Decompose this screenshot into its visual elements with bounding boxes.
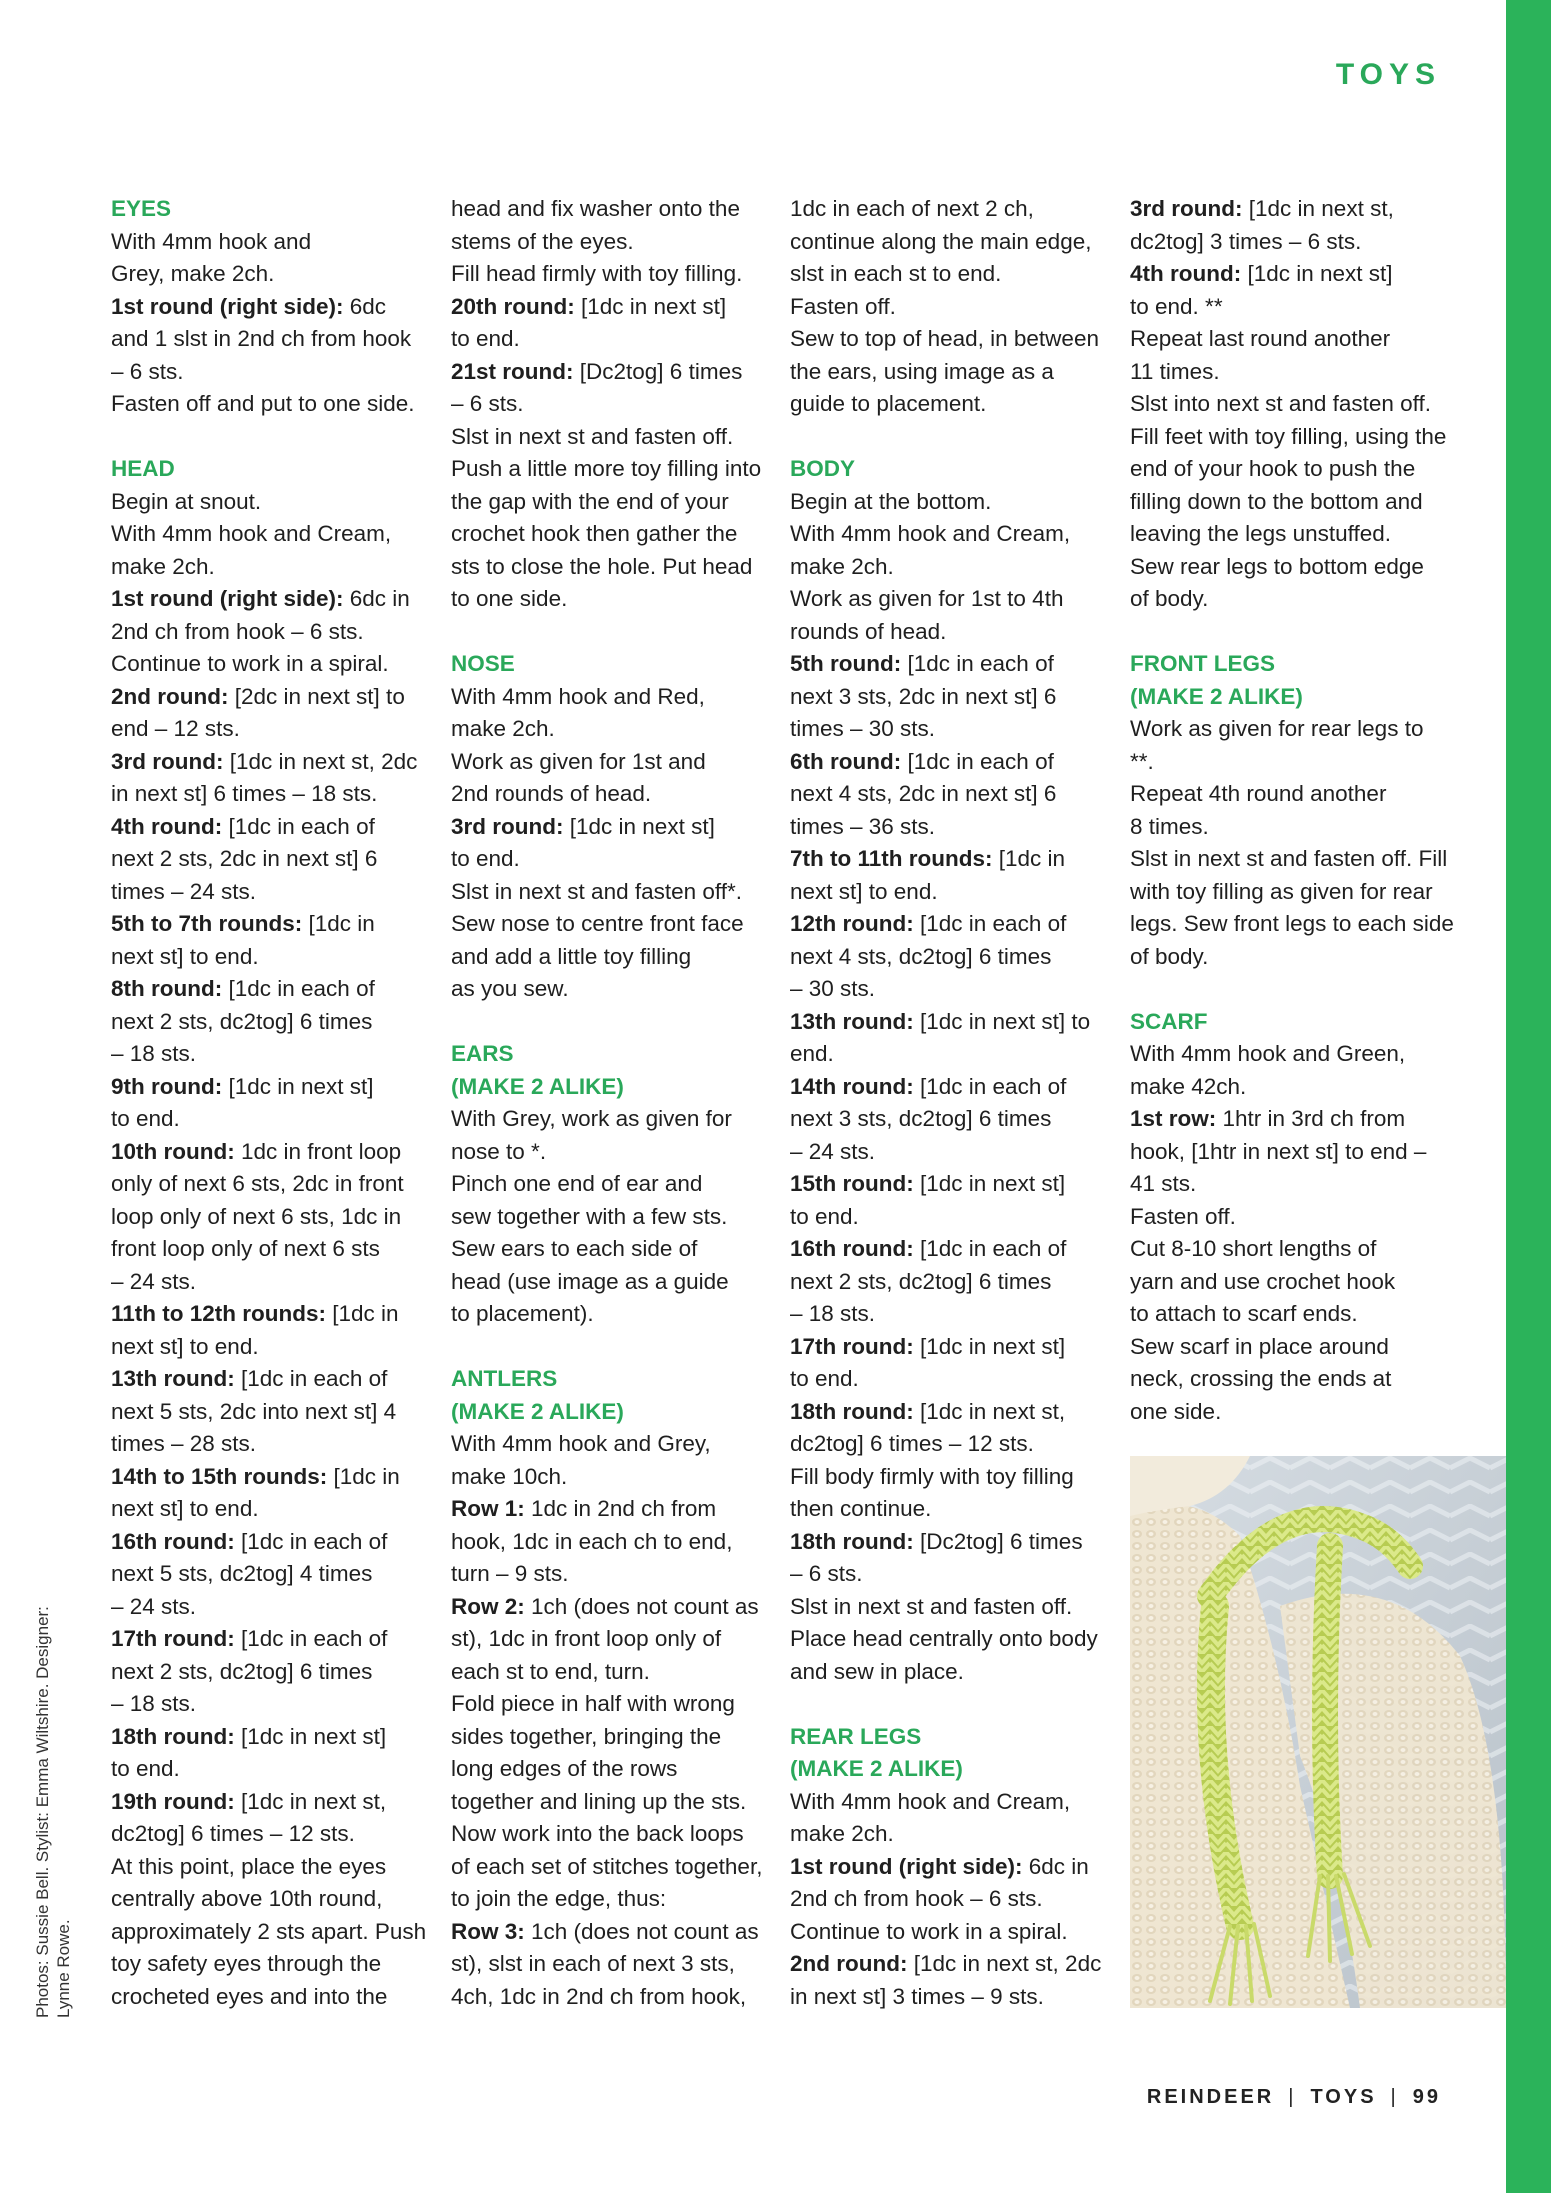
instruction-line xyxy=(111,1721,441,1754)
footer-pattern-name: REINDEER xyxy=(1146,2086,1275,2108)
instruction-line xyxy=(1130,258,1460,291)
text-line: – 6 sts. xyxy=(790,1561,863,1586)
text-line: of body. xyxy=(1130,586,1209,611)
instruction-line xyxy=(790,908,1120,941)
text-line: With 4mm hook and Cream, xyxy=(111,521,392,546)
text-line: next st] to end. xyxy=(111,1333,259,1359)
text-line: next 4 sts, 2dc in next st] 6 xyxy=(790,781,1057,806)
text-line: st), slst in each of next 3 sts, xyxy=(451,1951,735,1976)
text-line: in next st] 6 times – 18 sts. xyxy=(111,781,378,806)
text-line: next 2 sts, dc2tog] 6 times xyxy=(790,1268,1052,1294)
round-text: [1dc in next st] xyxy=(234,1723,387,1749)
text-line: **. xyxy=(1130,748,1154,774)
round-label: 14th round: xyxy=(790,1073,914,1099)
text-line: next 3 sts, 2dc in next st] 6 xyxy=(790,683,1057,709)
row-text: 1ch (does not count as xyxy=(524,1593,759,1619)
text-line: Continue to work in a spiral. xyxy=(111,651,389,676)
text-line: loop only of next 6 sts, 1dc in xyxy=(111,1203,402,1229)
text-line: With 4mm hook and Cream, xyxy=(790,521,1071,546)
round-text: 6dc in xyxy=(343,586,410,611)
text-line: and add a little toy filling xyxy=(451,943,692,969)
heading-rear-legs-sub: (MAKE 2 ALIKE) xyxy=(790,1756,963,1781)
heading-antlers: ANTLERS xyxy=(451,1366,558,1391)
text-line: make 2ch. xyxy=(790,1821,894,1846)
text-line: stems of the eyes. xyxy=(451,228,634,254)
round-text: [1dc in next st] xyxy=(913,1171,1066,1196)
heading-nose: NOSE xyxy=(451,651,515,676)
text-line: to end. xyxy=(790,1366,859,1391)
text-line: times – 30 sts. xyxy=(790,716,936,741)
instruction-line xyxy=(111,1526,441,1559)
text-line: legs. Sew front legs to each side xyxy=(1130,911,1454,936)
text-line: Fill head firmly with toy filling. xyxy=(451,261,743,286)
text-line: Sew rear legs to bottom edge xyxy=(1130,553,1424,579)
text-line: to end. xyxy=(451,846,520,871)
instruction-line xyxy=(111,811,441,844)
round-text: [1dc in each of xyxy=(913,1073,1067,1099)
round-text: [1dc in next st, xyxy=(913,1398,1066,1424)
text-line: crocheted eyes and into the xyxy=(111,1983,388,2009)
text-line: each st to end, turn. xyxy=(451,1658,650,1684)
instruction-line xyxy=(111,1071,441,1104)
instruction-line xyxy=(1130,193,1460,226)
text-line: With 4mm hook and Red, xyxy=(451,683,705,709)
instruction-line xyxy=(111,1363,441,1396)
text-line: Slst in next st and fasten off. Fill xyxy=(1130,846,1448,871)
instruction-line xyxy=(790,1006,1120,1039)
text-line: to end. xyxy=(111,1106,180,1131)
round-label: 4th round: xyxy=(111,813,223,839)
round-text: [Dc2tog] 6 times xyxy=(913,1528,1083,1554)
round-label: 18th round: xyxy=(790,1398,914,1424)
text-line: to one side. xyxy=(451,586,568,611)
text-line: as you sew. xyxy=(451,976,569,1001)
text-line: make 2ch. xyxy=(451,716,555,741)
text-line: Repeat 4th round another xyxy=(1130,781,1387,806)
round-text: [1dc in each of xyxy=(901,651,1054,676)
instruction-line xyxy=(790,1526,1120,1559)
text-line: – 24 sts. xyxy=(111,1268,197,1294)
round-label: 12th round: xyxy=(790,911,914,936)
round-label: 19th round: xyxy=(111,1788,235,1814)
round-text: 1dc in front loop xyxy=(234,1138,402,1164)
instruction-line xyxy=(111,1786,441,1819)
text-line: Sew ears to each side of xyxy=(451,1236,698,1261)
instruction-line xyxy=(790,1851,1120,1884)
instruction-line xyxy=(451,811,781,844)
round-label: 18th round: xyxy=(111,1723,235,1749)
text-line: then continue. xyxy=(790,1496,932,1521)
text-line: Fill body firmly with toy filling xyxy=(790,1463,1074,1489)
text-line: next st] to end. xyxy=(790,878,938,904)
round-label: 14th to 15th rounds: xyxy=(111,1463,328,1489)
instruction-line xyxy=(451,1591,781,1624)
text-line: next 5 sts, dc2tog] 4 times xyxy=(111,1561,373,1586)
instruction-line xyxy=(790,1948,1120,1981)
text-line: 4ch, 1dc in 2nd ch from hook, xyxy=(451,1983,747,2009)
heading-ears: EARS xyxy=(451,1041,514,1066)
round-label: 6th round: xyxy=(790,748,902,774)
instruction-line xyxy=(111,746,441,779)
round-label: 10th round: xyxy=(111,1138,235,1164)
text-line: next 2 sts, 2dc in next st] 6 xyxy=(111,846,378,871)
row-text: 1dc in 2nd ch from xyxy=(524,1496,717,1521)
instruction-line xyxy=(111,681,441,714)
text-line: make 2ch. xyxy=(111,553,215,579)
instruction-line xyxy=(790,746,1120,779)
text-line: Fasten off. xyxy=(790,293,896,319)
text-line: With Grey, work as given for xyxy=(451,1106,732,1131)
round-text: [1dc in each of xyxy=(234,1528,388,1554)
heading-body: BODY xyxy=(790,456,856,481)
text-line: next 2 sts, dc2tog] 6 times xyxy=(111,1008,373,1034)
round-label: 3rd round: xyxy=(1130,196,1243,221)
text-line: 41 sts. xyxy=(1130,1171,1197,1196)
text-line: filling down to the bottom and xyxy=(1130,488,1423,514)
text-line: make 42ch. xyxy=(1130,1073,1247,1099)
round-text: [1dc in next st, xyxy=(234,1788,387,1814)
text-line: next 3 sts, dc2tog] 6 times xyxy=(790,1106,1052,1131)
round-text: [1dc in each of xyxy=(222,976,375,1001)
text-line: next st] to end. xyxy=(111,1496,259,1521)
round-label: 11th to 12th rounds: xyxy=(111,1301,327,1326)
round-text: [1dc in next st, 2dc xyxy=(907,1951,1102,1976)
text-line: Slst in next st and fasten off*. xyxy=(451,878,743,904)
instruction-line xyxy=(451,291,781,324)
column-2 xyxy=(451,193,781,2013)
text-line: leaving the legs unstuffed. xyxy=(1130,521,1392,546)
row-text: 1htr in 3rd ch from xyxy=(1216,1106,1406,1131)
instruction-line xyxy=(1130,1103,1460,1136)
round-text: [2dc in next st] to xyxy=(228,683,405,709)
instruction-line xyxy=(451,356,781,389)
instruction-line xyxy=(790,843,1120,876)
scarf-photo xyxy=(1130,1456,1506,2008)
text-line: – 18 sts. xyxy=(790,1301,876,1326)
text-line: to end. xyxy=(451,326,520,351)
round-label: 18th round: xyxy=(790,1528,914,1554)
text-line: 2nd rounds of head. xyxy=(451,781,652,806)
text-line: Pinch one end of ear and xyxy=(451,1171,703,1196)
round-label: 17th round: xyxy=(111,1626,235,1651)
instruction-line xyxy=(451,1916,781,1949)
text-line: to attach to scarf ends. xyxy=(1130,1301,1358,1326)
heading-eyes: EYES xyxy=(111,196,172,221)
text-line: At this point, place the eyes xyxy=(111,1853,387,1879)
footer-separator: | xyxy=(1288,2086,1297,2108)
round-text: [1dc in each of xyxy=(234,1366,388,1391)
column-3 xyxy=(790,193,1120,2013)
round-label: 3rd round: xyxy=(451,813,564,839)
section-tag: TOYS xyxy=(1335,58,1441,91)
text-line: – 18 sts. xyxy=(111,1041,197,1066)
text-line: Slst in next st and fasten off. xyxy=(451,423,734,449)
heading-front-legs: FRONT LEGS xyxy=(1130,651,1275,676)
text-line: Push a little more toy filling into xyxy=(451,456,762,481)
text-line: neck, crossing the ends at xyxy=(1130,1366,1392,1391)
row-label: 1st row: xyxy=(1130,1106,1217,1131)
round-text: [1dc in next st, 2dc xyxy=(223,748,418,774)
instruction-line xyxy=(111,908,441,941)
round-text: [1dc in next st] xyxy=(574,293,727,319)
text-line: to end. xyxy=(790,1203,859,1229)
text-line: one side. xyxy=(1130,1398,1222,1424)
round-text: [1dc in next st] xyxy=(563,813,715,839)
round-label: 13th round: xyxy=(111,1366,235,1391)
heading-antlers-sub: (MAKE 2 ALIKE) xyxy=(451,1398,624,1424)
instruction-line xyxy=(790,648,1120,681)
text-line: Sew to top of head, in between xyxy=(790,326,1099,351)
text-line: toy safety eyes through the xyxy=(111,1951,382,1976)
text-line: Work as given for rear legs to xyxy=(1130,716,1424,741)
round-text: [1dc in each of xyxy=(222,813,375,839)
instruction-line xyxy=(790,1396,1120,1429)
text-line: Sew scarf in place around xyxy=(1130,1333,1389,1359)
text-line: end – 12 sts. xyxy=(111,716,240,741)
text-line: Slst in next st and fasten off. xyxy=(790,1593,1073,1619)
text-line: slst in each st to end. xyxy=(790,261,1002,286)
text-line: together and lining up the sts. xyxy=(451,1788,747,1814)
round-text: [1dc in xyxy=(327,1463,400,1489)
text-line: hook, 1dc in each ch to end, xyxy=(451,1528,733,1554)
text-line: With 4mm hook and Green, xyxy=(1130,1041,1406,1066)
text-line: the gap with the end of your xyxy=(451,488,729,514)
round-label: 17th round: xyxy=(790,1333,914,1359)
text-line: next st] to end. xyxy=(111,943,259,969)
text-line: sew together with a few sts. xyxy=(451,1203,728,1229)
round-text: [1dc in next st] to xyxy=(913,1008,1091,1034)
page-footer xyxy=(1147,2086,1441,2109)
text-line: yarn and use crochet hook xyxy=(1130,1268,1396,1294)
heading-rear-legs: REAR LEGS xyxy=(790,1723,922,1749)
text-line: of body. xyxy=(1130,943,1209,969)
heading-front-legs-sub: (MAKE 2 ALIKE) xyxy=(1130,683,1303,709)
text-line: crochet hook then gather the xyxy=(451,521,738,546)
text-line: guide to placement. xyxy=(790,391,987,416)
instruction-line xyxy=(790,1233,1120,1266)
text-line: dc2tog] 6 times – 12 sts. xyxy=(111,1821,355,1846)
text-line: long edges of the rows xyxy=(451,1756,678,1781)
text-line: and 1 slst in 2nd ch from hook xyxy=(111,326,412,351)
text-line: – 24 sts. xyxy=(111,1593,197,1619)
instruction-line xyxy=(111,1298,441,1331)
text-line: Work as given for 1st to 4th xyxy=(790,586,1064,611)
text-line: Cut 8-10 short lengths of xyxy=(1130,1236,1377,1261)
round-label: 5th round: xyxy=(790,651,902,676)
text-line: Repeat last round another xyxy=(1130,326,1391,351)
round-label: 20th round: xyxy=(451,293,575,319)
text-line: – 6 sts. xyxy=(451,391,524,416)
text-line: – 30 sts. xyxy=(790,976,876,1001)
heading-scarf: SCARF xyxy=(1130,1008,1208,1034)
round-label: 2nd round: xyxy=(790,1951,908,1976)
column-4 xyxy=(1130,193,1460,1428)
instruction-line xyxy=(111,1623,441,1656)
round-text: [1dc in next st] xyxy=(1241,261,1393,286)
text-line: front loop only of next 6 sts xyxy=(111,1236,380,1261)
text-line: head and fix washer onto the xyxy=(451,196,740,221)
round-text: [1dc in next st] xyxy=(222,1073,374,1099)
heading-ears-sub: (MAKE 2 ALIKE) xyxy=(451,1073,624,1099)
text-line: Grey, make 2ch. xyxy=(111,261,275,286)
instruction-line xyxy=(790,1071,1120,1104)
text-line: dc2tog] 3 times – 6 sts. xyxy=(1130,228,1362,254)
instruction-line xyxy=(111,1136,441,1169)
text-line: head (use image as a guide xyxy=(451,1268,729,1294)
text-line: With 4mm hook and Grey, xyxy=(451,1431,711,1456)
text-line: – 18 sts. xyxy=(111,1691,197,1716)
page-number: 99 xyxy=(1412,2086,1441,2108)
round-text: 6dc xyxy=(343,293,387,319)
round-label: 1st round (right side): xyxy=(111,586,344,611)
text-line: dc2tog] 6 times – 12 sts. xyxy=(790,1431,1034,1456)
text-line: in next st] 3 times – 9 sts. xyxy=(790,1983,1044,2009)
round-text: [1dc in each of xyxy=(913,1236,1067,1261)
text-line: 8 times. xyxy=(1130,813,1209,839)
text-line: 11 times. xyxy=(1130,358,1220,384)
text-line: Now work into the back loops xyxy=(451,1821,744,1846)
text-line: next 2 sts, dc2tog] 6 times xyxy=(111,1658,373,1684)
instruction-line xyxy=(790,1331,1120,1364)
text-line: only of next 6 sts, 2dc in front xyxy=(111,1171,404,1196)
text-line: next 5 sts, 2dc into next st] 4 xyxy=(111,1398,397,1424)
round-text: [1dc in each of xyxy=(234,1626,388,1651)
text-line: end. xyxy=(790,1041,834,1066)
page-edge-green-bar xyxy=(1506,0,1551,2193)
heading-head: HEAD xyxy=(111,456,175,481)
round-label: 13th round: xyxy=(790,1008,914,1034)
text-line: – 6 sts. xyxy=(111,358,184,384)
text-line: make 10ch. xyxy=(451,1463,568,1489)
round-label: 15th round: xyxy=(790,1171,914,1196)
instruction-line xyxy=(111,973,441,1006)
round-label: 7th to 11th rounds: xyxy=(790,846,993,871)
text-line: to join the edge, thus: xyxy=(451,1886,667,1911)
text-line: With 4mm hook and Cream, xyxy=(790,1788,1071,1814)
instruction-line xyxy=(111,1461,441,1494)
text-line: centrally above 10th round, xyxy=(111,1886,383,1911)
text-line: the ears, using image as a xyxy=(790,358,1054,384)
round-text: [1dc in xyxy=(326,1301,399,1326)
round-label: 1st round (right side): xyxy=(790,1853,1023,1879)
text-line: hook, [1htr in next st] to end – xyxy=(1130,1138,1427,1164)
text-line: approximately 2 sts apart. Push xyxy=(111,1918,427,1944)
text-line: Fasten off and put to one side. xyxy=(111,391,415,416)
round-text: [1dc in next st, xyxy=(1242,196,1394,221)
footer-section: TOYS xyxy=(1310,2086,1377,2108)
text-line: Fill feet with toy filling, using the xyxy=(1130,423,1447,449)
instruction-line xyxy=(111,291,441,324)
text-line: make 2ch. xyxy=(790,553,894,579)
round-text: [1dc in xyxy=(992,846,1066,871)
text-line: next 4 sts, dc2tog] 6 times xyxy=(790,943,1052,969)
instruction-line xyxy=(451,1493,781,1526)
text-line: Fold piece in half with wrong xyxy=(451,1691,735,1716)
round-label: 4th round: xyxy=(1130,261,1242,286)
text-line: – 24 sts. xyxy=(790,1138,876,1164)
text-line: st), 1dc in front loop only of xyxy=(451,1626,722,1651)
text-line: to end. ** xyxy=(1130,293,1223,319)
row-label: Row 3: xyxy=(451,1918,525,1944)
text-line: Fasten off. xyxy=(1130,1203,1236,1229)
text-line: times – 28 sts. xyxy=(111,1431,257,1456)
text-line: With 4mm hook and xyxy=(111,228,312,254)
scarf-photo-illustration xyxy=(1130,1456,1506,2008)
round-text: [1dc in each of xyxy=(913,911,1067,936)
footer-separator: | xyxy=(1390,2086,1399,2108)
text-line: 2nd ch from hook – 6 sts. xyxy=(790,1886,1043,1911)
text-line: with toy filling as given for rear xyxy=(1130,878,1433,904)
text-line: Slst into next st and fasten off. xyxy=(1130,391,1432,416)
text-line: rounds of head. xyxy=(790,618,947,644)
instruction-line xyxy=(111,583,441,616)
text-line: Begin at snout. xyxy=(111,488,262,514)
round-label: 3rd round: xyxy=(111,748,224,774)
instruction-line xyxy=(790,1168,1120,1201)
text-line: Continue to work in a spiral. xyxy=(790,1918,1068,1944)
text-line: to placement). xyxy=(451,1301,594,1326)
round-label: 16th round: xyxy=(111,1528,235,1554)
text-line: end of your hook to push the xyxy=(1130,456,1416,481)
row-label: Row 2: xyxy=(451,1593,525,1619)
round-text: [1dc in xyxy=(302,911,375,936)
text-line: turn – 9 sts. xyxy=(451,1561,569,1586)
text-line: Sew nose to centre front face xyxy=(451,911,744,936)
text-line: sides together, bringing the xyxy=(451,1723,722,1749)
text-line: times – 24 sts. xyxy=(111,878,257,904)
column-1 xyxy=(111,193,441,2013)
text-line: nose to *. xyxy=(451,1138,547,1164)
round-label: 5th to 7th rounds: xyxy=(111,911,303,936)
text-line: 2nd ch from hook – 6 sts. xyxy=(111,618,364,644)
round-label: 9th round: xyxy=(111,1073,223,1099)
round-text: [Dc2tog] 6 times xyxy=(573,358,743,384)
text-line: and sew in place. xyxy=(790,1658,964,1684)
photo-credit: Photos: Sussie Bell. Stylist: Emma Wiltshire. Designer: Lynne Rowe. xyxy=(33,1606,73,2018)
text-line: times – 36 sts. xyxy=(790,813,936,839)
round-text: [1dc in next st] xyxy=(913,1333,1066,1359)
text-line: 1dc in each of next 2 ch, xyxy=(790,196,1034,221)
text-line: of each set of stitches together, xyxy=(451,1853,763,1879)
text-line: sts to close the hole. Put head xyxy=(451,553,753,579)
text-line: to end. xyxy=(111,1756,180,1781)
text-line: Begin at the bottom. xyxy=(790,488,992,514)
round-label: 1st round (right side): xyxy=(111,293,344,319)
row-text: 1ch (does not count as xyxy=(524,1918,759,1944)
round-text: [1dc in each of xyxy=(901,748,1054,774)
text-line: continue along the main edge, xyxy=(790,228,1092,254)
text-line: Work as given for 1st and xyxy=(451,748,706,774)
round-label: 2nd round: xyxy=(111,683,229,709)
text-line: Place head centrally onto body xyxy=(790,1626,1098,1651)
round-label: 16th round: xyxy=(790,1236,914,1261)
round-label: 8th round: xyxy=(111,976,223,1001)
row-label: Row 1: xyxy=(451,1496,525,1521)
round-text: 6dc in xyxy=(1022,1853,1089,1879)
round-label: 21st round: xyxy=(451,358,574,384)
